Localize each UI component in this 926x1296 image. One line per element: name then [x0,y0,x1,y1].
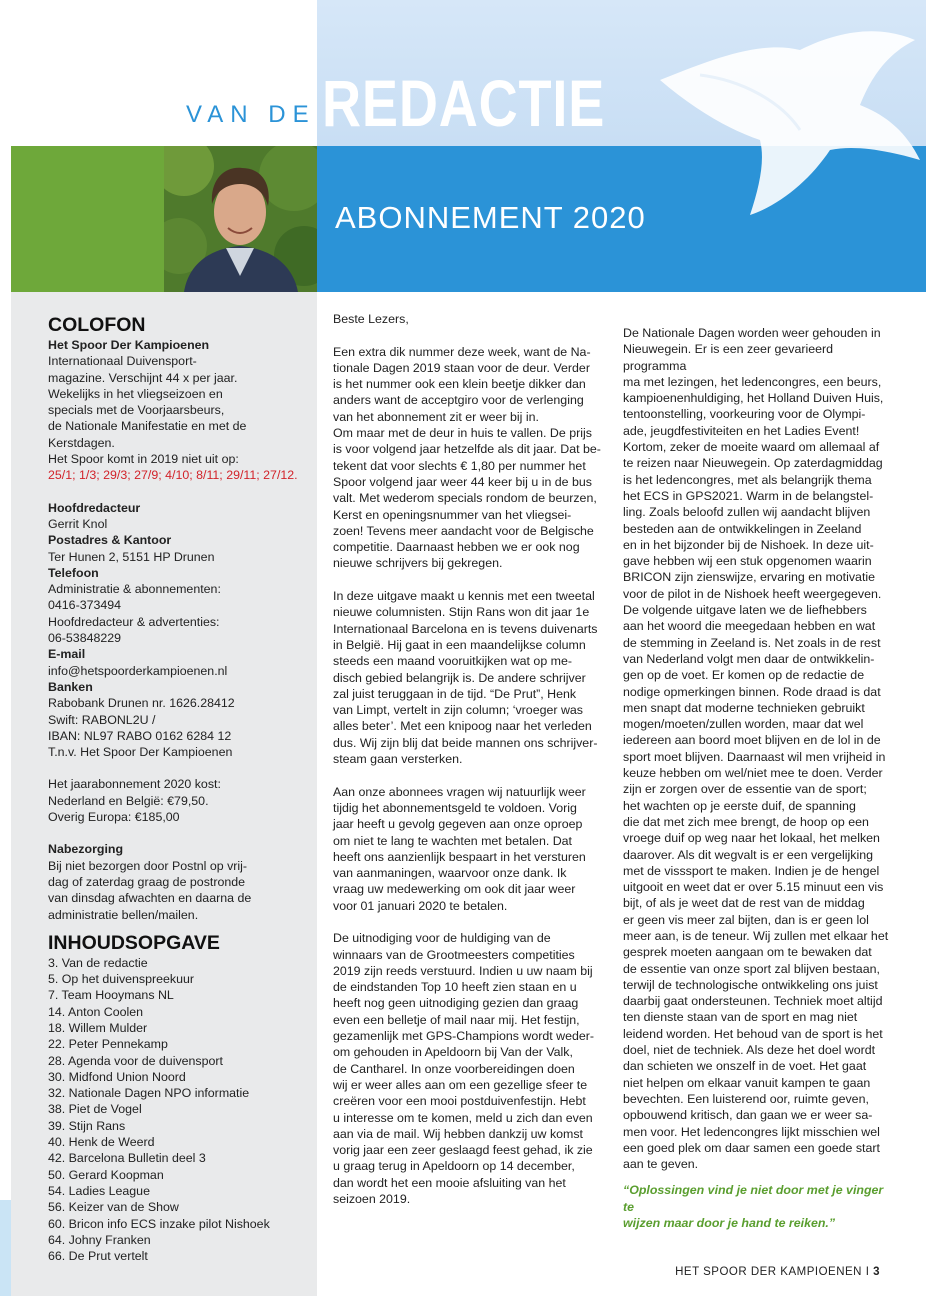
text-line: voor de pilot in de Nishoek heeft weergegeven. [623,586,882,601]
text-line: jaar heeft u gevolg gegeven aan onze oproep [333,817,583,832]
text-line: een goed plek om daar samen een goede start [623,1140,880,1155]
text-line: Een extra dik nummer deze week, want de Na- [333,344,591,359]
text-line: gave hebben wij een stuk opgenomen waarin [623,554,872,569]
text-line: de essentie van onze sport zal blijven bestaan, [623,961,880,976]
text-line: het wachten op je eerste duif, de spanning [623,798,856,813]
text-line: Aan onze abonnees vragen wij natuurlijk weer [333,784,586,799]
text-line: besteden aan de ontwikkelingen in Zeeland [623,521,862,536]
text-line: men voor. Het ledencongres lijkt misschien wel [623,1124,880,1139]
text-line: vroege duif op weg naar het lokaal, het melken [623,831,880,846]
text-line: heeft nog geen uitnodiging gezien dan graag [333,996,579,1011]
text-line: de eindstanden Top 10 heeft zien staan en u [333,980,577,995]
closing-quote [623,1182,895,1231]
section-title: ABONNEMENT 2020 [335,200,646,235]
sidebar-content [48,314,313,1264]
bank-line: Rabobank Drunen nr. 1626.28412 [48,696,235,711]
toc-item: 39. Stijn Rans [48,1118,126,1133]
subscription-line: Overig Europa: €185,00 [48,810,180,825]
bank-line: T.n.v. Het Spoor Der Kampioenen [48,745,233,760]
text-line: vorig jaar een zeer geslaagd feest gehad, ik zie [333,1143,593,1158]
article-paragraph [333,344,603,572]
kicker-redactie: REDACTIE [322,66,606,140]
intro-line: Het Spoor komt in 2019 niet uit op: [48,452,239,467]
text-line: gezamenlijk met GPS-Champions wordt weder- [333,1029,594,1044]
sidebar-colofon [11,292,317,1296]
toc-item: 32. Nationale Dagen NPO informatie [48,1086,250,1101]
text-line: daarover. Als dit wegvalt is er een vergelijking [623,847,874,862]
text-line: is het nummer ook een klein beetje dikker dan [333,377,586,392]
toc-item: 50. Gerard Koopman [48,1167,164,1182]
text-line: kampioenenhuldiging, het Holland Duiven Huis, [623,391,884,406]
text-line: u interesse om te komen, meld u zich dan even [333,1110,593,1125]
article-column-2 [623,325,895,1231]
toc-item: 66. De Prut vertelt [48,1249,148,1264]
bank-line: Swift: RABONL2U / [48,712,156,727]
text-line: sport moet blijven. Daarnaast wil men vrijheid in [623,749,886,764]
text-line: ma met lezingen, het ledencongres, een beurs, [623,374,882,389]
article-paragraph [333,784,603,914]
text-line: dus. Wij zijn blij dat beide mannen ons schrijver- [333,735,598,750]
publication-name: Het Spoor Der Kampioenen [48,338,210,352]
text-line: aan te geven. [623,1157,699,1172]
email-address: info@hetspoorderkampioenen.nl [48,663,228,678]
text-line: leidend worden. Het behoud van de sport is het [623,1026,883,1041]
article-paragraph [333,588,603,767]
text-line: steeds een maand vooruitkijken wat op me- [333,654,572,669]
toc-item: 60. Bricon info ECS inzake pilot Nishoek [48,1216,270,1231]
text-line: Spoor volgend jaar weer 44 keer bij u in de bus [333,474,592,489]
address-label: Postadres & Kantoor [48,533,172,548]
text-line: is het ledencongres, met als belangrijk thema [623,472,872,487]
text-line: van Limpt, vertelt in zijn column; ‘vroeger was [333,703,583,718]
chief-editor-label: Hoofdredacteur [48,500,141,515]
text-line: bevechten. Een luisterend oor, ruimte geven, [623,1091,869,1106]
text-line: meer aan, is de teneur. Wij zullen met elkaar het [623,928,889,943]
toc-item: 5. Op het duivenspreekuur [48,972,195,987]
text-line: ling. Zoals beloofd zullen wij aandacht blijven [623,505,871,520]
text-line: zal juist teruggaan in de tijd. “De Prut”, Henk [333,686,577,701]
edge-accent [0,1200,11,1296]
intro-line: Kerstdagen. [48,435,115,450]
text-line: met de visssport te maken. Indien je de hengel [623,863,880,878]
text-line: zijn er zorgen over de essentie van de sport; [623,782,867,797]
intro-line: Wekelijks in het vliegseizoen en [48,386,223,401]
text-line: van aanmaningen, waarvoor onze dank. Ik [333,866,567,881]
text-line: De Nationale Dagen worden weer gehouden in [623,326,881,340]
text-line: u graag terug in Apeldoorn op 14 december, [333,1159,575,1174]
phone-line: 06-53848229 [48,631,122,646]
text-line: die dat met zich mee brengt, de hoop op een [623,814,869,829]
text-line: tionale Dagen 2019 staan voor de deur. Verder [333,360,590,375]
toc-item: 40. Henk de Weerd [48,1135,155,1150]
text-line: gesprek moeten aangaan om te bewaken dat [623,945,872,960]
quote-line: “Oplossingen vind je niet door met je vinger te [623,1183,884,1214]
greeting: Beste Lezers, [333,312,409,326]
text-line: winnaars van de Grootmeesters competities [333,947,575,962]
subscription-line: Nederland en België: €79,50. [48,793,209,808]
colofon-heading: COLOFON [48,314,146,336]
text-line: competitie. Daarnaast hebben we er ook nog [333,540,580,555]
footer-separator: I [862,1266,874,1278]
intro-line: de Nationale Manifestatie en met de [48,419,247,434]
text-line: vraag uw medewerking om ook dit jaar weer [333,882,576,897]
text-line: anders want de acceptgiro voor de verlenging [333,393,584,408]
text-line: te reizen naar Nieuwegein. Op zaterdagmiddag [623,456,883,471]
toc-item: 28. Agenda voor de duivensport [48,1053,223,1068]
text-line: daarbij gaat ondersteunen. Techniek moet altijd [623,994,883,1009]
toc-item: 18. Willem Mulder [48,1020,148,1035]
toc-item: 64. Johny Franken [48,1232,151,1247]
text-line: iedereen aan boord moet blijven en de lol in de [623,733,881,748]
text-line: De uitnodiging voor de huldiging van de [333,931,551,946]
banks-label: Banken [48,679,93,694]
text-line: niet helpen om elkaar vanuit kampen te gaan [623,1075,871,1090]
article-column-1 [333,311,603,1207]
phone-line: 0416-373494 [48,598,122,613]
aftercare-line: dag of zaterdag graag de postronde [48,874,246,889]
text-line: de stemming in Zeeland is. Net zoals in de rest [623,635,881,650]
text-line: creëren voor een mooi postduivenfestijn. Hebt [333,1094,586,1109]
text-line: Om maar met de deur in huis te vallen. De prijs [333,426,592,441]
intro-line: Internationaal Duivensport- [48,354,197,369]
text-line: om gehouden in Apeldoorn bij Van der Valk, [333,1045,573,1060]
text-line: nieuwe schrijvers bij gekregen. [333,556,503,571]
text-line: ten dienste staan van de sport en mag niet [623,1010,858,1025]
toc-item: 42. Barcelona Bulletin deel 3 [48,1151,206,1166]
text-line: keuze hebben om wel/niet mee te doen. Verder [623,766,883,781]
text-line: nodige opmerkingen binnen. Rode draad is dat [623,684,881,699]
text-line: van Nederland volgt men daar de ontwikkelin- [623,651,875,666]
text-line: BRICON zijn zienswijze, ervaring en motivatie [623,570,876,585]
toc-heading: INHOUDSOPGAVE [48,931,220,954]
toc-item: 14. Anton Coolen [48,1004,144,1019]
text-line: dan wordt het een mooie afsluiting van het [333,1175,566,1190]
text-line: mogen/moeten/zullen worden, maar dat wel [623,717,864,732]
text-line: seizoen 2019. [333,1192,411,1207]
phone-line: Administratie & abonnementen: [48,582,221,597]
text-line: Internationaal Barcelona en is tevens duivenarts [333,621,598,636]
text-line: men snapt dat moderne technieken gebruikt [623,700,865,715]
colofon-intro [48,353,313,467]
editor-portrait [164,146,317,292]
toc-item: 54. Ladies League [48,1183,150,1198]
toc-item: 7. Team Hooymans NL [48,988,174,1003]
intro-line: specials met de Voorjaarsbeurs, [48,403,225,418]
aftercare-label: Nabezorging [48,842,124,857]
text-line: voor 01 januari 2020 te betalen. [333,898,508,913]
kicker-van-de: VAN DE [186,101,316,128]
table-of-contents [48,955,313,1265]
quote-line: wijzen maar door je hand te reiken.” [623,1216,836,1231]
dove-icon [640,20,926,220]
footer-magazine-name: HET SPOOR DER KAMPIOENEN [675,1266,862,1278]
skip-dates: 25/1; 1/3; 29/3; 27/9; 4/10; 8/11; 29/11; 27/12. [48,468,298,483]
text-line: nieuwe columnisten. Stijn Rans won dit jaar 1e [333,605,590,620]
toc-item: 3. Van de redactie [48,955,148,970]
text-line: heeft ons aanzienlijk bespaart in het versturen [333,849,586,864]
text-line: er geen vis meer zal bijten, dan is er geen lol [623,912,869,927]
text-line: valt. Met wederom specials rondom de beurzen, [333,491,597,506]
text-line: terwijl de technologische ontwikkeling ons juist [623,977,878,992]
page-footer [675,1266,880,1278]
toc-item: 56. Keizer van de Show [48,1200,179,1215]
text-line: 2019 zijn reeds verstuurd. Indien u uw naam bij [333,963,593,978]
column-2-body [623,325,895,1172]
text-line: uitgooit en weet dat er over 5.15 minuut een vis [623,880,884,895]
phone-line: Hoofdredacteur & advertenties: [48,614,220,629]
email-label: E-mail [48,647,86,662]
aftercare-line: Bij niet bezorgen door Postnl op vrij- [48,858,248,873]
text-line: opbouwend kritisch, dan gaan we er weer sa- [623,1108,873,1123]
text-line: De volgende uitgave laten we de liefhebbers [623,603,867,618]
article-paragraph [333,930,603,1207]
toc-item: 30. Midfond Union Noord [48,1069,186,1084]
text-line: alles beter’. Met een knipoog naar het verleden [333,719,592,734]
text-line: en in het bijzonder bij de Nishoek. In deze uit- [623,537,874,552]
aftercare-line: van dinsdag afwachten en daarna de [48,891,252,906]
text-line: de Cantharel. In onze voorbereidingen doen [333,1061,575,1076]
green-accent-bar [11,146,164,292]
text-line: even een belletje of mail naar mij. Het festijn, [333,1012,580,1027]
chief-editor: Gerrit Knol [48,516,108,531]
text-line: zoen! Tevens meer aandacht voor de Belgische [333,523,594,538]
text-line: in België. Hij gaat in een maandelijkse column [333,637,586,652]
bank-line: IBAN: NL97 RABO 0162 6284 12 [48,728,232,743]
aftercare-line: administratie bellen/mailen. [48,907,199,922]
toc-item: 38. Piet de Vogel [48,1102,142,1117]
toc-item: 22. Peter Pennekamp [48,1037,168,1052]
page-number: 3 [873,1266,880,1278]
text-line: wij er weer alles aan om een gezellige sfeer te [333,1077,588,1092]
text-line: dan schieten we onszelf in de voet. Het gaat [623,1059,867,1074]
subscription-line: Het jaarabonnement 2020 kost: [48,777,221,792]
text-line: bijt, of als je weet dat de rest van de middag [623,896,865,911]
text-line: om niet te lang te wachten met betalen. Dat [333,833,573,848]
text-line: Nieuwegein. Er is een zeer gevarieerd programma [623,342,834,373]
text-line: gen op de voet. Er komen op de redactie de [623,668,865,683]
address: Ter Hunen 2, 5151 HP Drunen [48,549,215,564]
intro-line: magazine. Verschijnt 44 x per jaar. [48,370,238,385]
text-line: tijdig het abonnementsgeld te voldoen. Vorig [333,800,577,815]
text-line: van het abonnement zit er weer bij in. [333,409,539,424]
text-line: disch gebied belangrijk is. De andere schrijver [333,670,586,685]
text-line: aan via de mail. Wij hebben dankzij uw komst [333,1126,583,1141]
text-line: is voor volgend jaar hetzelfde als dit jaar. Dat be- [333,442,601,457]
text-line: tekent dat voor slechts € 1,80 per nummer het [333,458,586,473]
text-line: tentoonstelling, voorkeuring voor de Olympi- [623,407,866,422]
text-line: doel, niet de techniek. Als deze het doel wordt [623,1043,876,1058]
text-line: In deze uitgave maakt u kennis met een tweetal [333,589,595,604]
text-line: steam gaan versterken. [333,752,463,767]
text-line: ade, jeugdfestiviteiten en het Ladies Event! [623,423,860,438]
text-line: Kortom, zeker de moeite waard om allemaal af [623,440,880,455]
text-line: het ECS in GPS2021. Warm in de belangstel- [623,488,874,503]
text-line: Kerst en openingsnummer van het vliegsei- [333,507,572,522]
text-line: aan het woord die meegedaan hebben en wat [623,619,876,634]
phone-label: Telefoon [48,565,99,580]
